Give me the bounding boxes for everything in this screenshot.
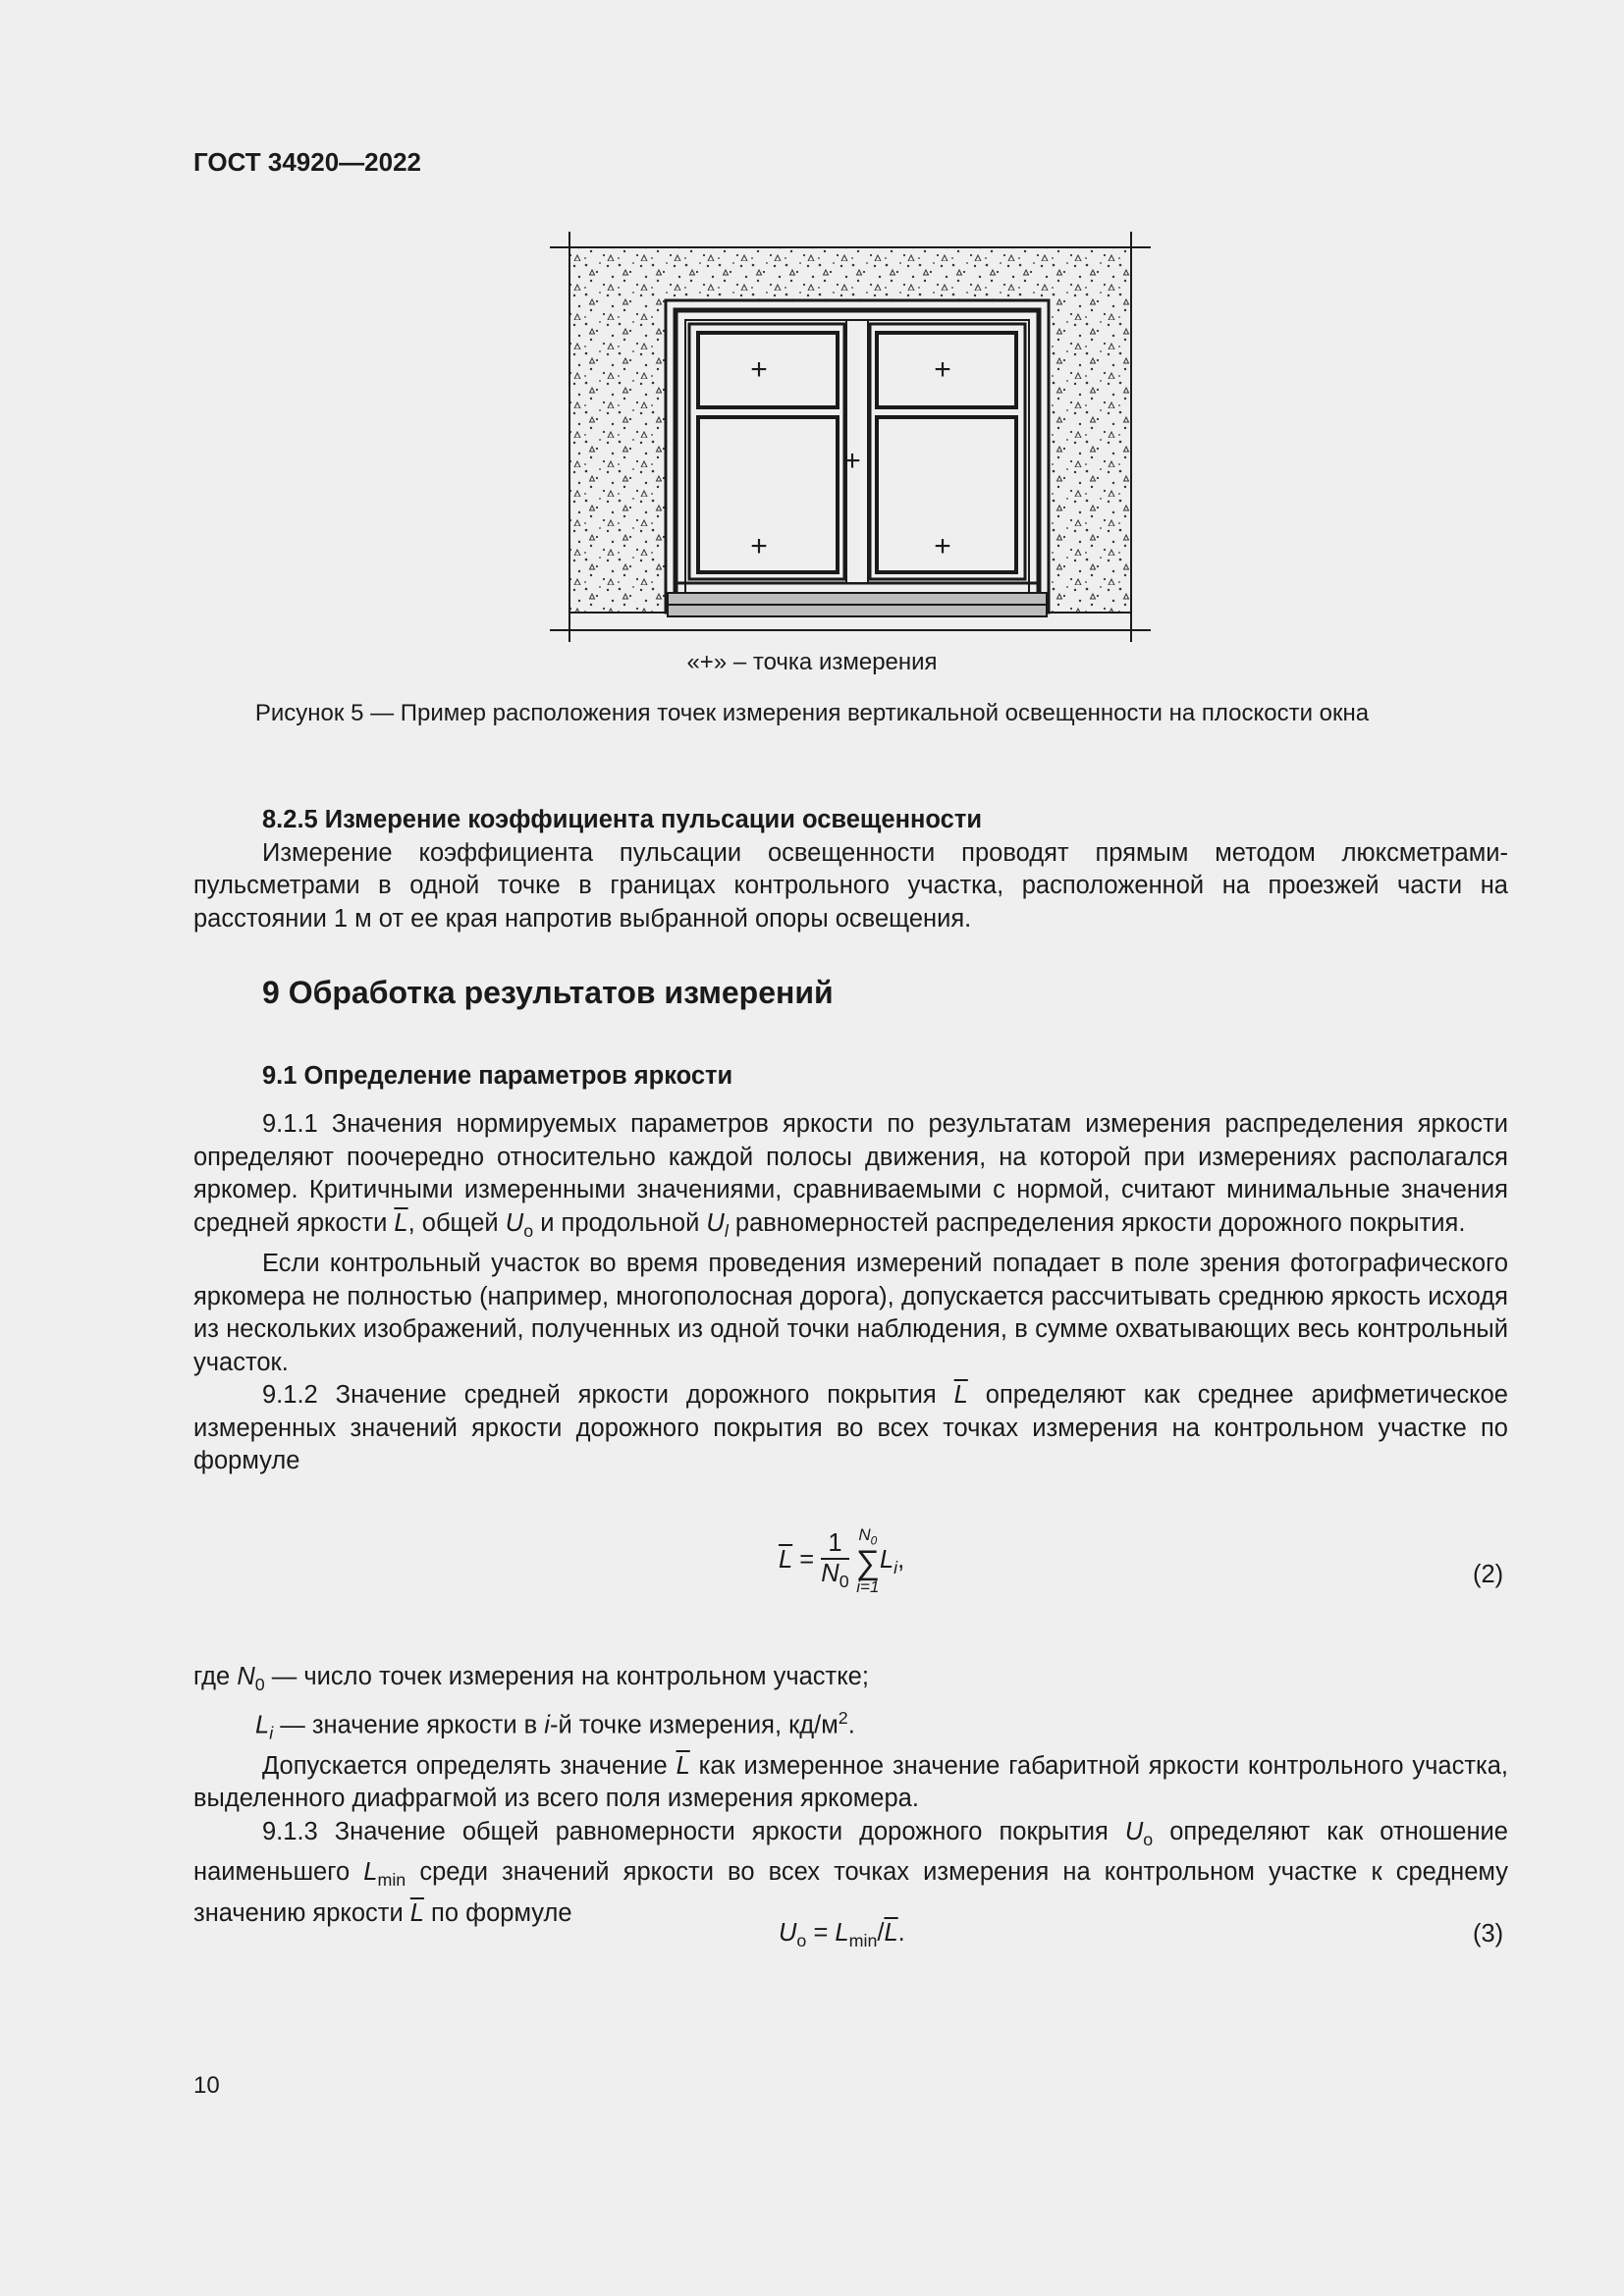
fraction: $\frac{1}{N_0}$	[821, 1529, 849, 1592]
chapter-heading: 9 Обработка результатов измерений	[262, 975, 834, 1010]
section-heading: 8.2.5 Измерение коэффициента пульсации освещенности	[262, 806, 983, 833]
window-diagram	[550, 232, 1159, 644]
formula-2: $\overline{L}$ = $\frac{1}{N_0}$ $N_0$ ∑ i=1 $L_i$,	[779, 1525, 905, 1597]
measure-point: +	[750, 353, 768, 386]
section-8-2-5	[193, 804, 1508, 935]
measure-point: +	[934, 530, 951, 562]
where-line: $L_i$ — значение яркости в i-й точке измерения, $кд/м^2$.	[255, 1707, 855, 1743]
paragraph: Допускается определять значение $\overline{L}$ как измеренное значение габаритной яркости контрольного участка, выделенного диафрагмой из всего поля измерения яркомера.	[193, 1751, 1508, 1813]
page-number: 10	[193, 2072, 220, 2099]
paragraph-9-1-2: 9.1.2 Значение средней яркости дорожного покрытия $\overline{L}$ определяют как среднее арифметическое измеренных значений яркости дорожного покрытия во всех точках измерения на контрольном участке по формуле	[193, 1381, 1508, 1475]
measure-point: +	[934, 353, 951, 386]
paragraph-9-1-3: 9.1.3 Значение общей равномерности яркости дорожного покрытия $U_о$ определяют как отношение наименьшего $L_{min}$ среди значений яркости во всех точках измерения на контрольном участке к среднему значению яркости $\overline{L}$ по формуле	[193, 1817, 1508, 1927]
section-heading: 9.1 Определение параметров яркости	[262, 1062, 733, 1090]
equation-number: (3)	[1473, 1920, 1504, 1948]
document-header: ГОСТ 34920—2022	[193, 147, 421, 177]
measure-point: +	[843, 445, 861, 477]
section-9-1-body	[193, 1108, 1508, 1478]
where-line: где $N_0$ — число точек измерения на контрольном участке;	[193, 1663, 869, 1695]
paragraph: Если контрольный участок во время проведения измерений попадает в поле зрения фотографического яркомера не полностью (например, многополосная дорога), допускается рассчитывать среднюю яркость исходя из нескольких изображений, полученных из одной точки наблюдения, в сумме охватывающих весь контрольный участок.	[193, 1250, 1508, 1376]
equation-number: (2)	[1473, 1561, 1504, 1588]
formula-3: $U_о = L_{min}/\overline{L}$.	[779, 1919, 905, 1951]
section-9	[193, 977, 1508, 1010]
figure-legend: «+» – точка измерения	[686, 649, 938, 675]
paragraph-9-1-1: 9.1.1 Значения нормируемых параметров яркости по результатам измерения распределения яркости определяют поочередно относительно каждой полосы движения, на которой при измерениях располагался яркомер. Критичными измеренными значениями, сравниваемыми с нормой, считают минимальные значения средней яркости $\overline{L}$, общей $U_о$ и продольной $U_l$ равномерностей распределения яркости дорожного покрытия.	[193, 1110, 1508, 1241]
where-block	[193, 1661, 1508, 1930]
paragraph: Измерение коэффициента пульсации освещенности проводят прямым методом люксметрами-пульсметрами в одной точке в границах контрольного участка, расположенной на проезжей части на расстоянии 1 м от ее края напротив выбранной опоры освещения.	[193, 838, 1508, 933]
section-9-1	[193, 1060, 1508, 1094]
figure-caption: Рисунок 5 — Пример расположения точек измерения вертикальной освещенности на плоскости окна	[254, 700, 1370, 726]
summation: $N_0$ ∑ i=1	[855, 1525, 880, 1597]
measure-point: +	[750, 530, 768, 562]
